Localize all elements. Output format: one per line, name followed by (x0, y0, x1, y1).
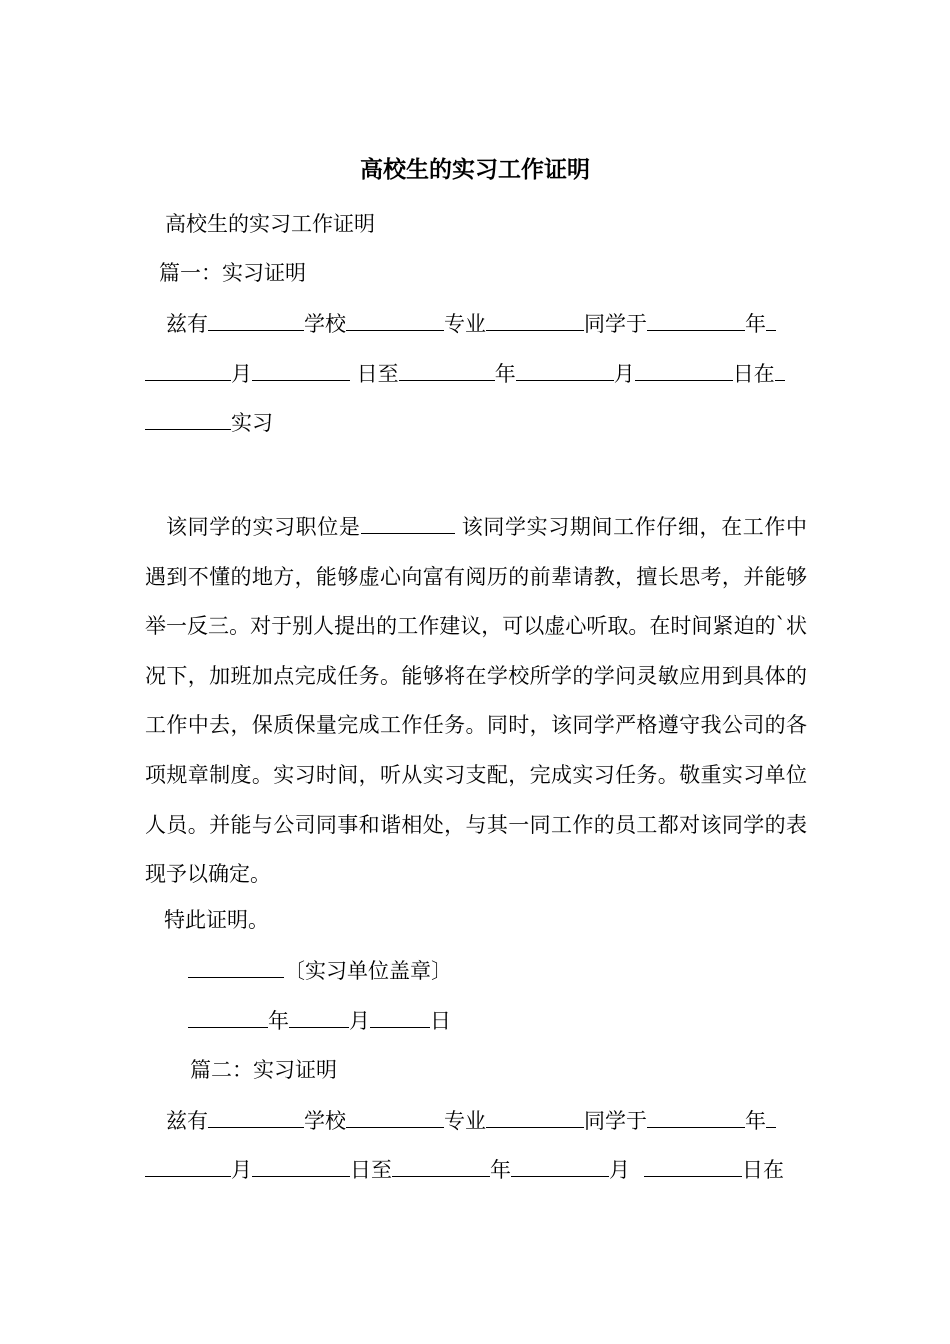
text-month: 月 (609, 1158, 630, 1182)
text-day-to: 日至 (350, 362, 399, 386)
text-day: 日 (430, 1009, 451, 1033)
text-day-at: 日在 (732, 362, 775, 386)
text-zi-you: 兹有 (166, 1109, 208, 1133)
blank-line (346, 306, 444, 331)
text-year: 年 (745, 1109, 766, 1133)
blank-line (370, 1003, 430, 1028)
text-month: 月 (613, 362, 635, 386)
section1-heading: 篇一：实习证明 (159, 261, 306, 285)
text-month: 月 (349, 1009, 370, 1033)
stamp-line (188, 953, 452, 988)
blank-line (252, 1152, 350, 1177)
stamp-text: 〔实习单位盖章〕 (284, 959, 452, 983)
blank-line (647, 306, 745, 331)
blank-line (145, 1152, 231, 1177)
text-year: 年 (268, 1009, 289, 1033)
section1-fill-row-1 (166, 306, 776, 341)
blank-line (188, 1003, 268, 1028)
body-paragraph (145, 503, 807, 900)
blank-line (361, 509, 455, 534)
document-subtitle: 高校生的实习工作证明 (165, 212, 375, 236)
blank-line (647, 1103, 745, 1128)
blank-line (399, 356, 495, 381)
blank-line (392, 1152, 490, 1177)
text-position-lead: 该同学的实习职位是 (166, 515, 361, 539)
text-month: 月 (231, 1158, 252, 1182)
section2-fill-row-1 (166, 1103, 776, 1138)
blank-line (346, 1103, 444, 1128)
text-school: 学校 (304, 312, 346, 336)
section2-heading: 篇二：实习证明 (190, 1058, 337, 1082)
blank-line (486, 1103, 584, 1128)
text-year: 年 (490, 1158, 511, 1182)
text-major: 专业 (444, 1109, 486, 1133)
blank-line (145, 405, 231, 430)
text-day-to: 日至 (350, 1158, 392, 1182)
blank-line (635, 356, 733, 381)
blank-line (208, 1103, 304, 1128)
text-day-at: 日在 (742, 1158, 784, 1182)
text-year: 年 (745, 312, 766, 336)
blank-line (188, 953, 284, 978)
text-major: 专业 (444, 312, 486, 336)
blank-line (766, 306, 776, 331)
text-student-from: 同学于 (584, 1109, 647, 1133)
blank-line (644, 1152, 742, 1177)
closing-text: 特此证明。 (164, 908, 269, 932)
blank-line (516, 356, 614, 381)
text-school: 学校 (304, 1109, 346, 1133)
blank-line (289, 1003, 349, 1028)
text-student-from: 同学于 (584, 312, 647, 336)
blank-line (486, 306, 584, 331)
text-internship: 实习 (231, 411, 273, 435)
blank-line (145, 356, 231, 381)
date-line (188, 1003, 451, 1038)
document-title: 高校生的实习工作证明 (360, 156, 590, 183)
blank-line (775, 356, 785, 381)
text-paragraph-rest: 该同学实习期间工作仔细，在工作中遇到不懂的地方，能够虚心向富有阅历的前辈请教，擅长思考，并能够举一反三。对于别人提出的工作建议，可以虚心听取。在时间紧迫的`状况下，加班加点完成任务。能够将在学校所学的学问灵敏应用到具体的工作中去，保质保量完成工作任务。同时，该同学严格遵守我公司的各项规章制度。实习时间，听从实习支配，完成实习任务。敬重实习单位人员。并能与公司同事和谐相处，与其一同工作的员工都对该同学的表现予以确定。 (145, 515, 807, 887)
blank-line (252, 356, 350, 381)
blank-line (766, 1103, 776, 1128)
text-zi-you: 兹有 (166, 312, 208, 336)
blank-line (208, 306, 304, 331)
section2-fill-row-2 (145, 1152, 784, 1187)
text-month: 月 (231, 362, 252, 386)
text-year: 年 (494, 362, 516, 386)
section1-fill-row-2 (145, 356, 785, 391)
blank-line (511, 1152, 609, 1177)
section1-fill-row-3 (145, 405, 273, 440)
